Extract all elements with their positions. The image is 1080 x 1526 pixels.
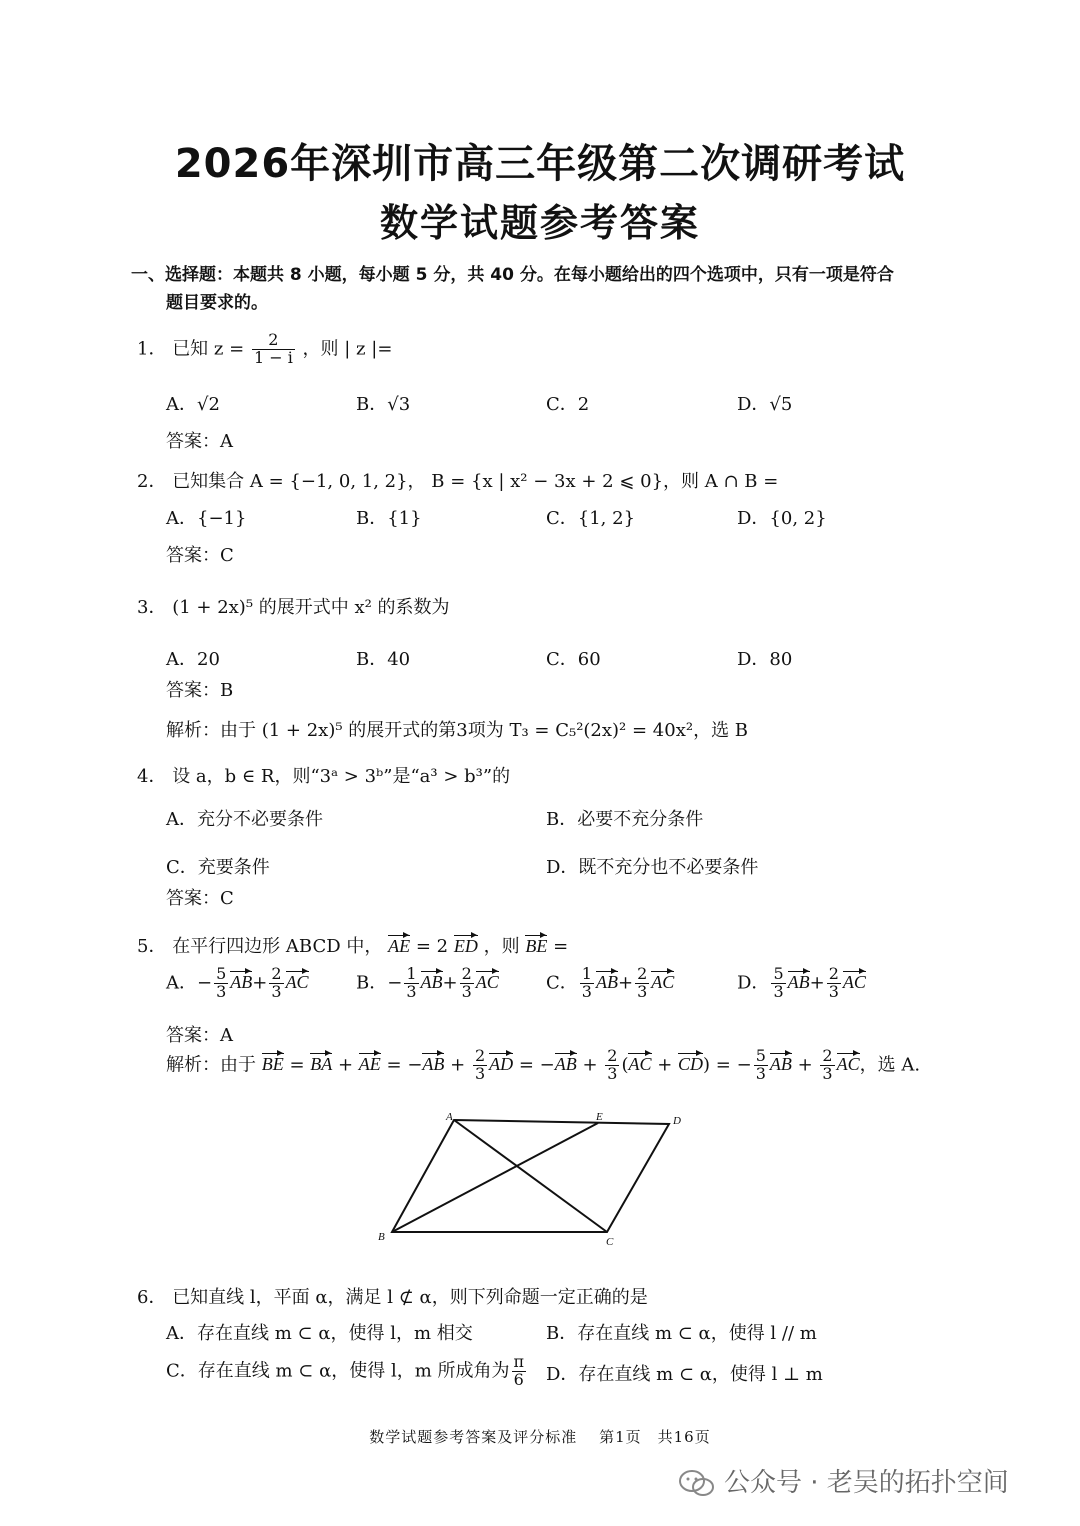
question-stem: (1 + 2x)⁵ 的展开式中 x² 的系数为 <box>172 597 450 618</box>
question-1 <box>137 332 392 367</box>
label-d: D <box>673 1115 681 1127</box>
watermark <box>678 1462 1009 1499</box>
fraction: $\frac{2}{3}$ <box>828 964 839 1001</box>
q3-option-d: D．80 <box>737 649 793 670</box>
q1-option-b: B．√3 <box>356 394 411 415</box>
question-stem: 设 a，b ∈ R，则“3ᵃ > 3ᵇ”是“a³ > b³”的 <box>172 766 511 787</box>
label-c: C <box>606 1236 614 1248</box>
fraction: $\frac{2}{3}$ <box>271 964 282 1001</box>
question-number: 6． <box>137 1287 167 1308</box>
question-6 <box>137 1283 648 1309</box>
question-number: 5． <box>137 936 167 957</box>
q4-option-b: B．必要不充分条件 <box>546 809 704 830</box>
fraction: $\frac{2}{3}$ <box>461 964 472 1001</box>
question-stem: 已知集合 A = {−1, 0, 1, 2}， B = {x | x² − 3x + 2 ⩽ 0}，则 A ∩ B = <box>172 471 779 492</box>
q1-option-d: D．√5 <box>737 394 793 415</box>
vector-be: BE <box>525 936 548 956</box>
question-number: 2． <box>137 471 167 492</box>
vector-ae: AE <box>388 936 411 956</box>
fraction: $\frac{5}{3}$ <box>773 964 784 1001</box>
fraction: $\frac{2}{3}$ <box>637 964 648 1001</box>
q3-option-c: C．60 <box>546 649 601 670</box>
vector-ac: AC <box>842 972 866 993</box>
page-title: 2026年深圳市高三年级第二次调研考试 <box>174 141 906 187</box>
q4-option-d: D．既不充分也不必要条件 <box>546 857 759 878</box>
parallelogram-figure <box>370 1110 700 1250</box>
fraction: $\frac{5}{3}$ <box>216 964 227 1001</box>
fraction: $\frac{\pi}{6}$ <box>513 1352 525 1389</box>
q5-answer: 答案：A <box>166 1025 233 1046</box>
section-heading-cont: 题目要求的。 <box>166 293 268 313</box>
question-stem-pre: 已知 z = <box>172 338 245 360</box>
vector-ac: AC <box>651 972 675 993</box>
question-number: 1． <box>137 338 167 360</box>
equals-two: = 2 <box>415 936 449 957</box>
question-4 <box>137 762 510 788</box>
q2-option-d: D．{0, 2} <box>737 508 827 529</box>
vector-ac: AC <box>475 972 499 993</box>
question-stem-post: ，则 | z |= <box>302 338 393 360</box>
fraction <box>252 332 295 367</box>
watermark-text: 公众号 · 老吴的拓扑空间 <box>724 1468 1009 1498</box>
vector-ed: ED <box>453 936 478 956</box>
section-heading: 一、选择题：本题共 8 小题，每小题 5 分，共 40 分。在每小题给出的四个选项中，只有一项是符合 <box>131 265 894 285</box>
question-2 <box>137 467 778 493</box>
q6-option-a: A．存在直线 m ⊂ α，使得 l，m 相交 <box>166 1323 473 1344</box>
vector-ab: AB <box>230 972 253 993</box>
q6-option-c: C．存在直线 m ⊂ α，使得 l，m 所成角为 $\frac{\pi}{6}$ <box>166 1352 525 1389</box>
page-footer: 数学试题参考答案及评分标准 第1页 共16页 <box>369 1428 711 1446</box>
q1-option-a: A．√2 <box>166 394 220 415</box>
question-stem-post: = <box>553 936 569 957</box>
question-number: 4． <box>137 766 167 787</box>
q5-option-d: D． $\frac{5}{3}$ AB+ $\frac{2}{3}$ AC <box>737 964 866 1001</box>
diagonal-ac <box>454 1120 607 1232</box>
q2-option-c: C．{1, 2} <box>546 508 636 529</box>
label-e: E <box>596 1111 603 1123</box>
question-5 <box>137 932 568 958</box>
question-stem-mid: ，则 <box>483 936 526 957</box>
q5-option-c: C． $\frac{1}{3}$ AB+ $\frac{2}{3}$ AC <box>546 964 675 1001</box>
q3-answer: 答案：B <box>166 680 234 701</box>
vector-ab: AB <box>420 972 443 993</box>
vector-ab: AB <box>595 972 618 993</box>
label-a: A <box>446 1111 453 1123</box>
q4-option-c: C．充要条件 <box>166 857 270 878</box>
vector-ac: AC <box>285 972 309 993</box>
q5-option-a: A．− $\frac{5}{3}$ AB+ $\frac{2}{3}$ AC <box>166 964 309 1001</box>
q3-option-b: B．40 <box>356 649 411 670</box>
q3-option-a: A．20 <box>166 649 220 670</box>
q4-answer: 答案：C <box>166 888 234 909</box>
q2-option-b: B．{1} <box>356 508 422 529</box>
q1-option-c: C．2 <box>546 394 590 415</box>
question-3 <box>137 593 450 619</box>
question-stem-pre: 在平行四边形 ABCD 中， <box>172 936 383 957</box>
q1-answer: 答案：A <box>166 431 233 452</box>
fraction: $\frac{1}{3}$ <box>406 964 417 1001</box>
fraction: $\frac{1}{3}$ <box>581 964 592 1001</box>
denominator: 1 − i <box>253 347 293 367</box>
q6-option-d: D．存在直线 m ⊂ α，使得 l ⊥ m <box>546 1364 823 1385</box>
numerator: 2 <box>252 332 295 350</box>
q4-option-a: A．充分不必要条件 <box>166 809 323 830</box>
q5-explanation: 解析：由于 BE = BA + AE = −AB + $\frac{2}{3}$ AD = −AB + $\frac{2}{3}$ (AC + CD) = − $\frac{5}{3}$ AB + $\frac{2}{3}$ AC，选 A. <box>166 1046 921 1083</box>
q2-answer: 答案：C <box>166 545 234 566</box>
q6-option-b: B．存在直线 m ⊂ α，使得 l // m <box>546 1323 817 1344</box>
vector-ab: AB <box>787 972 810 993</box>
page-subtitle: 数学试题参考答案 <box>379 201 700 245</box>
wechat-icon <box>678 1469 716 1499</box>
question-number: 3． <box>137 597 167 618</box>
q3-explanation: 解析：由于 (1 + 2x)⁵ 的展开式的第3项为 T₃ = C₅²(2x)² = 40x²，选 B <box>166 720 749 741</box>
q5-option-b: B．− $\frac{1}{3}$ AB+ $\frac{2}{3}$ AC <box>356 964 499 1001</box>
label-b: B <box>378 1231 385 1243</box>
q2-option-a: A．{−1} <box>166 508 247 529</box>
question-stem: 已知直线 l，平面 α，满足 l ⊄ α，则下列命题一定正确的是 <box>172 1287 648 1308</box>
